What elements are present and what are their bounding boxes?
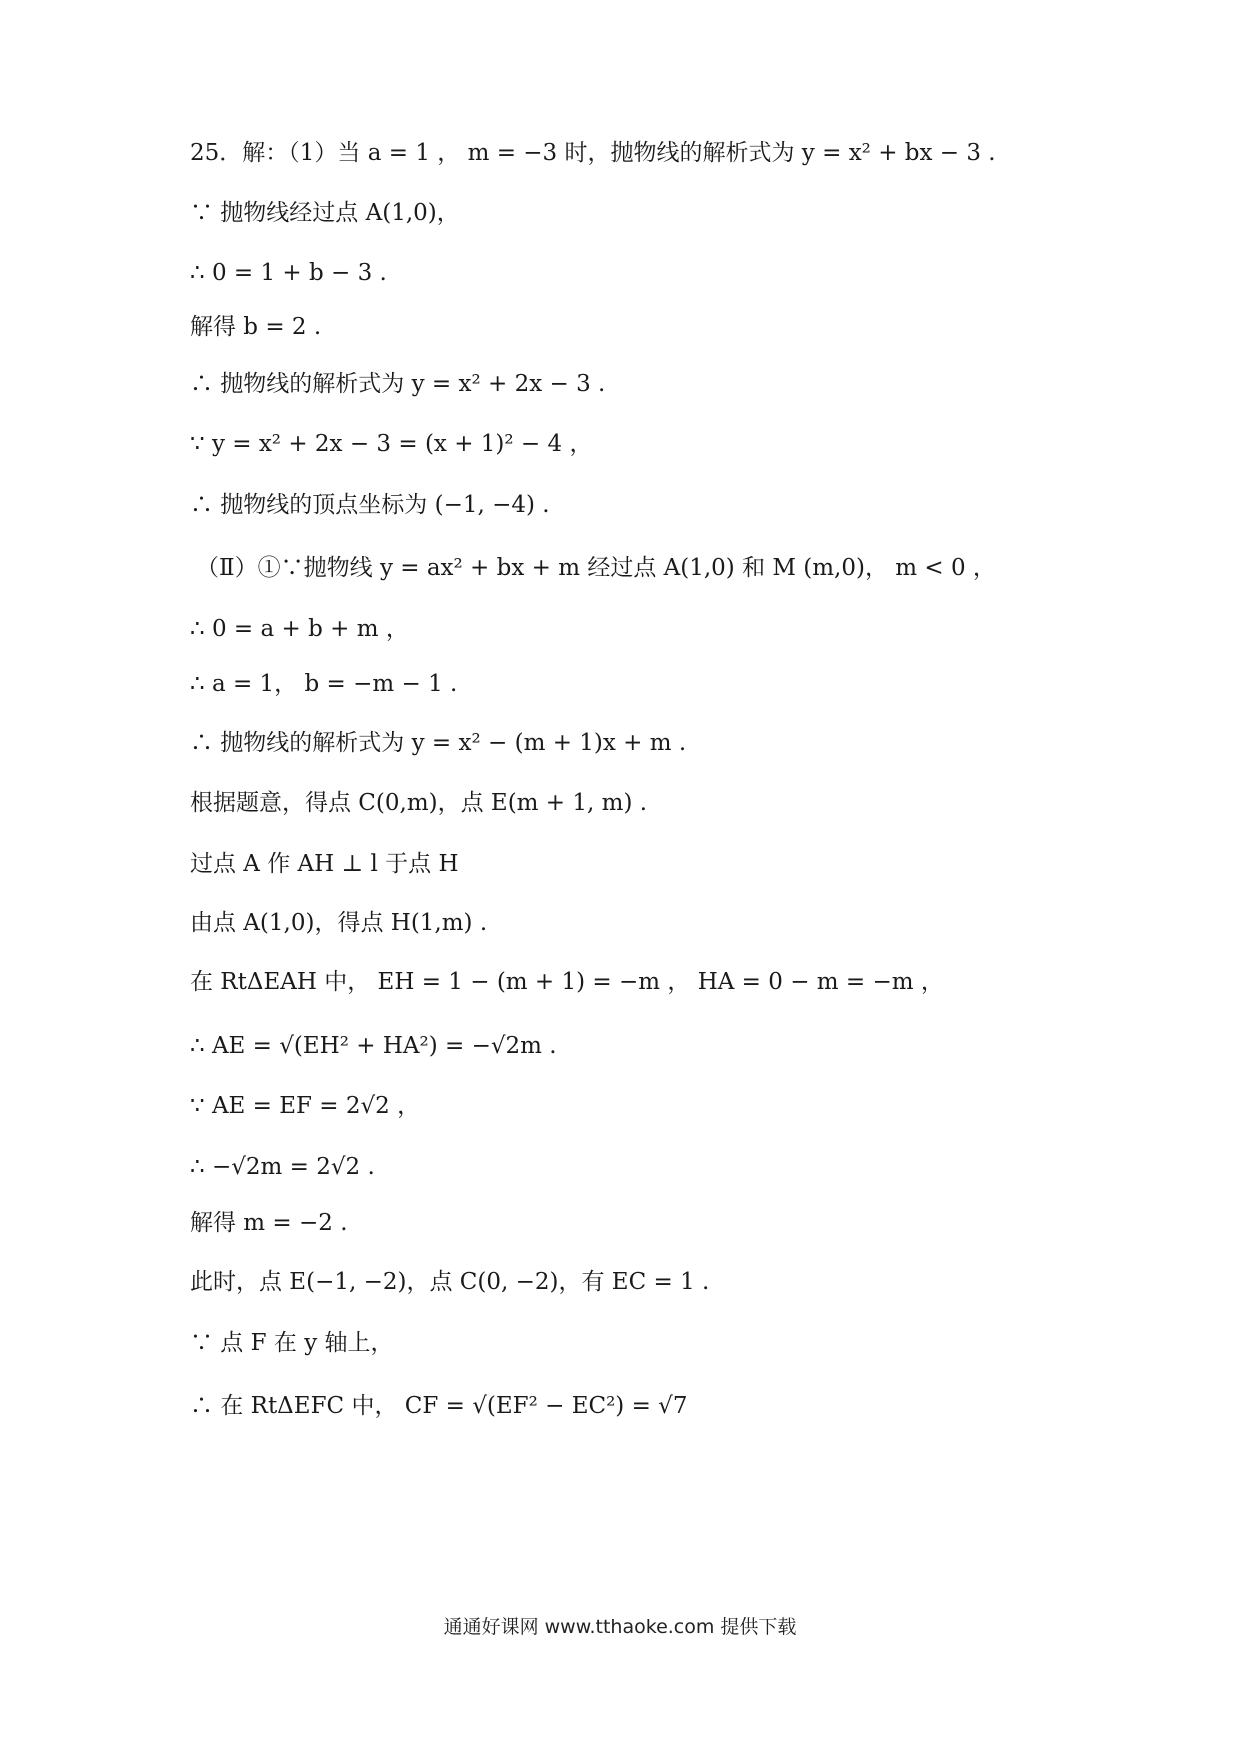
text-line-7: ∴ 抛物线的顶点坐标为 (−1, −4) .: [190, 492, 550, 518]
text-line-13: 过点 A 作 AH ⊥ l 于点 H: [190, 851, 459, 877]
text-line-18: ∴ −√2m = 2√2 .: [190, 1154, 375, 1180]
text-line-1: 25．解：（1）当 a = 1 ， m = −3 时，抛物线的解析式为 y = x² + bx − 3 .: [190, 140, 996, 166]
text-line-4: 解得 b = 2 .: [190, 314, 322, 340]
text-line-5: ∴ 抛物线的解析式为 y = x² + 2x − 3 .: [190, 371, 606, 397]
text-line-11: ∴ 抛物线的解析式为 y = x² − (m + 1)x + m .: [190, 730, 687, 756]
text-line-15: 在 RtΔEAH 中， EH = 1 − (m + 1) = −m ， HA = 0 − m = −m ，: [190, 969, 944, 995]
text-line-16: ∴ AE = √(EH² + HA²) = −√2m .: [190, 1033, 557, 1059]
text-line-21: ∵ 点 F 在 y 轴上，: [190, 1330, 394, 1356]
text-line-14: 由点 A(1,0)，得点 H(1,m) .: [190, 910, 488, 936]
text-line-6: ∵ y = x² + 2x − 3 = (x + 1)² − 4 ，: [190, 431, 593, 457]
text-line-10: ∴ a = 1， b = −m − 1 .: [190, 671, 458, 697]
text-line-17: ∵ AE = EF = 2√2 ，: [190, 1093, 421, 1119]
text-line-22: ∴ 在 RtΔEFC 中， CF = √(EF² − EC²) = √7: [190, 1393, 688, 1419]
text-line-2: ∵ 抛物线经过点 A(1,0)，: [190, 200, 460, 226]
text-line-8: （Ⅱ）①∵抛物线 y = ax² + bx + m 经过点 A(1,0) 和 M (m,0)， m < 0 ，: [196, 555, 996, 581]
text-line-3: ∴ 0 = 1 + b − 3 .: [190, 260, 387, 286]
text-line-20: 此时，点 E(−1, −2)，点 C(0, −2)，有 EC = 1 .: [190, 1269, 710, 1295]
text-line-12: 根据题意，得点 C(0,m)，点 E(m + 1, m) .: [190, 790, 648, 816]
text-line-19: 解得 m = −2 .: [190, 1210, 348, 1236]
page-footer: 通通好课网 www.tthaoke.com 提供下载: [443, 1616, 797, 1638]
text-line-9: ∴ 0 = a + b + m ，: [190, 616, 409, 642]
